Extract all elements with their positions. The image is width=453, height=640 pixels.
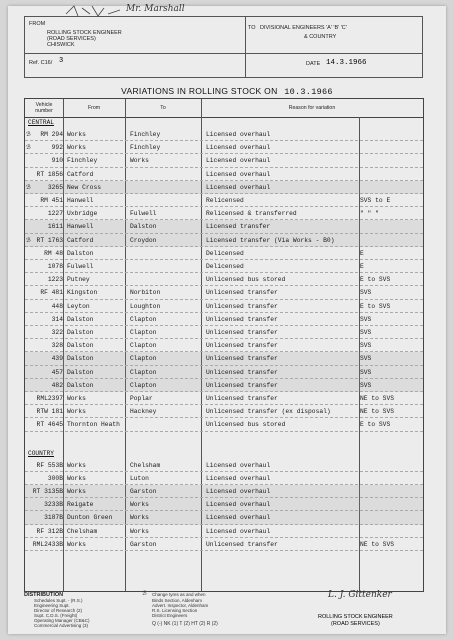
distribution-line: Director of Research (2)	[34, 608, 83, 613]
cell-mark: ℬ	[26, 144, 31, 152]
cell-reason: Unlicensed transfer	[206, 329, 278, 336]
cell-code: SVS	[360, 381, 372, 389]
cell-code: SVS	[360, 289, 372, 297]
cell-veh: RF 312B	[36, 527, 63, 535]
cell-reason: Unlicensed bus stored	[206, 421, 286, 429]
cell-from: Dalston	[67, 381, 94, 389]
to-box	[244, 16, 423, 78]
variations-table	[24, 98, 424, 592]
cell-veh: RT 4645	[36, 421, 63, 429]
cell-mark: ℬ	[26, 131, 31, 138]
cell-veh: 3265	[47, 183, 63, 191]
cell-reason: Licensed overhaul	[206, 474, 271, 482]
cell-reason: Licensed overhaul	[206, 501, 271, 509]
cell-code: E to SVS	[360, 302, 391, 310]
cell-mark: ℬ	[26, 236, 31, 244]
country-section-label: COUNTRY	[28, 449, 54, 457]
cell-reason: Unlicensed transfer	[206, 302, 278, 310]
cell-from: Hanwell	[67, 197, 94, 204]
cell-reason: Licensed overhaul	[206, 144, 271, 152]
cell-from: Thornton Heath	[67, 421, 120, 429]
cell-veh: 1223	[47, 276, 63, 284]
cell-from: Works	[67, 461, 86, 469]
page-title	[8, 86, 446, 97]
cell-code: E	[360, 263, 364, 270]
from-box	[24, 16, 246, 78]
note-mark: ℬ	[142, 591, 147, 597]
signature: L. J. Gittenker	[328, 590, 392, 600]
counts-line: Q (-) NK (1) T (2) HT (2) R (2)	[152, 621, 218, 627]
cell-from: Catford	[67, 170, 94, 178]
distribution-line: Commercial Advertising (3)	[34, 623, 89, 628]
cell-from: Uxbridge	[67, 210, 98, 218]
cell-from: Works	[67, 408, 86, 416]
cell-reason: Unlicensed transfer	[206, 315, 278, 323]
cell-from: Works	[67, 144, 86, 152]
cell-veh: 3187B	[44, 514, 63, 522]
cell-code: E	[360, 249, 364, 257]
cell-to: Works	[130, 157, 149, 165]
cell-to: Dalston	[130, 223, 157, 231]
cell-veh: 1611	[47, 223, 63, 231]
cell-from: Works	[67, 131, 86, 138]
from-line-1: ROLLING STOCK ENGINEER	[47, 30, 122, 36]
ref-label: Ref. C16/	[29, 60, 53, 66]
cell-reason: Delicensed	[206, 249, 244, 257]
stamp-line-2: (ROAD SERVICES)	[330, 620, 380, 627]
cell-to: Garston	[130, 488, 157, 495]
cell-reason: Licensed overhaul	[206, 527, 271, 535]
cell-code: SVS	[360, 329, 372, 336]
from-label: FROM	[29, 21, 46, 27]
to-divider	[244, 53, 422, 54]
note-line: District Engineers	[152, 613, 188, 618]
cell-from: Dalston	[67, 249, 94, 257]
cell-veh: RF 553B	[36, 461, 63, 469]
distribution-line: Engineering Supt.	[34, 603, 70, 608]
title-date: 10.3.1966	[284, 87, 333, 97]
cell-from: Works	[67, 395, 86, 402]
cell-from: Dalston	[67, 329, 94, 336]
col-reason: Reason for variation	[288, 105, 336, 111]
cell-to: Works	[130, 527, 149, 535]
cell-reason: Unlicensed transfer	[206, 342, 278, 350]
cell-code: NE to SVS	[360, 408, 395, 416]
from-divider	[25, 53, 245, 54]
cell-reason: Unlicensed transfer	[206, 395, 278, 402]
cell-to: Works	[130, 514, 149, 522]
cell-reason: Unlicensed transfer	[206, 381, 278, 389]
cell-from: Fulwell	[67, 263, 94, 270]
cell-from: Dalston	[67, 342, 94, 350]
cell-reason: Unlicensed bus stored	[206, 276, 286, 284]
cell-reason: Licensed overhaul	[206, 488, 271, 495]
cell-from: Leyton	[67, 302, 90, 310]
cell-veh: 328	[51, 342, 63, 350]
cell-from: Dalston	[67, 368, 94, 376]
cell-from: Works	[67, 488, 86, 495]
cell-reason: Unlicensed transfer (ex disposal)	[206, 408, 331, 416]
cell-reason: Relicensed & transferred	[206, 210, 297, 218]
cell-veh: RML2433B	[32, 540, 63, 548]
distribution-label: DISTRIBUTION	[24, 592, 64, 598]
note-line: Binds Section, Aldenham	[152, 598, 203, 603]
cell-from: Putney	[67, 276, 90, 284]
cell-code: SVS to E	[360, 197, 391, 204]
cell-veh: RTW 181	[36, 408, 63, 416]
cell-veh: 1227	[47, 210, 63, 218]
note-line: R.S. Licensing Section	[152, 608, 198, 613]
distribution-line: Schedules Supt. - (R.S.)	[34, 598, 83, 603]
cell-to: Works	[130, 501, 149, 509]
cell-from: Hanwell	[67, 223, 94, 231]
cell-to: Chelsham	[130, 461, 161, 469]
cell-to: Fulwell	[130, 210, 157, 218]
cell-veh: RM 48	[44, 249, 63, 257]
cell-to: Norbiton	[130, 289, 161, 297]
stamp-line-1: ROLLING STOCK ENGINEER	[318, 614, 393, 620]
cell-from: Kingston	[67, 289, 98, 297]
cell-veh: 910	[51, 157, 63, 165]
cell-code: SVS	[360, 315, 372, 323]
cell-to: Clapton	[130, 368, 157, 376]
table-header	[25, 99, 423, 118]
cell-veh: 322	[51, 329, 63, 336]
cell-code: SVS	[360, 368, 372, 376]
cell-veh: 314	[51, 315, 63, 323]
cell-veh: RML2397	[36, 395, 63, 402]
cell-reason: Licensed overhaul	[206, 514, 271, 522]
ref-value: 3	[59, 57, 64, 65]
cell-code: NE to SVS	[360, 540, 395, 548]
cell-veh: 300B	[47, 474, 63, 482]
cell-to: Finchley	[130, 131, 161, 138]
cell-reason: Licensed overhaul	[206, 170, 271, 178]
cell-code: SVS	[360, 355, 372, 363]
col-from: From	[87, 105, 101, 111]
cell-code: " " "	[360, 210, 379, 218]
cell-code: E to SVS	[360, 421, 391, 429]
cell-to: Clapton	[130, 355, 157, 363]
cell-code: E to SVS	[360, 276, 391, 284]
cell-from: Dalston	[67, 355, 94, 363]
document-sheet	[8, 6, 446, 634]
cell-mark: ℬ	[26, 183, 31, 191]
cell-reason: Licensed transfer (Via Works - B0)	[206, 236, 335, 244]
title-text: VARIATIONS IN ROLLING STOCK ON	[121, 86, 278, 96]
cell-to: Clapton	[130, 342, 157, 350]
cell-reason: Unlicensed transfer	[206, 289, 278, 297]
cell-from: Finchley	[67, 157, 98, 165]
cell-veh: 448	[51, 302, 63, 310]
cell-to: Finchley	[130, 144, 161, 152]
cell-to: Clapton	[130, 381, 157, 389]
cell-to: Luton	[130, 474, 149, 482]
col-vehicle-l1: Vehicle	[35, 102, 53, 108]
distribution-line: Supt. C.D.S. (Freight)	[34, 613, 78, 618]
cell-veh: RT 1763	[36, 236, 63, 244]
cell-reason: Unlicensed transfer	[206, 540, 278, 548]
cell-veh: 457	[51, 368, 63, 376]
cell-from: Reigate	[67, 501, 94, 509]
row-divider	[25, 550, 423, 551]
cell-reason: Unlicensed transfer	[206, 355, 278, 363]
handwritten-addressee: Mr. Marshall	[126, 4, 185, 14]
note-line: Change tyres as and when	[152, 592, 206, 597]
note-line: Advert. Inspector, Aldenham	[152, 603, 209, 608]
cell-to: Poplar	[130, 395, 153, 402]
date-value: 14.3.1966	[326, 59, 367, 67]
cell-to: Garston	[130, 540, 157, 548]
col-to: To	[160, 105, 166, 111]
handwritten-scribble	[64, 4, 124, 20]
cell-from: New Cross	[67, 183, 102, 191]
cell-reason: Licensed overhaul	[206, 157, 271, 165]
cell-to: Croydon	[130, 236, 157, 244]
cell-reason: Licensed transfer	[206, 223, 271, 231]
cell-veh: 482	[51, 381, 63, 389]
from-line-2: (ROAD SERVICES)	[47, 36, 96, 42]
cell-to: Loughton	[130, 302, 161, 310]
cell-to: Clapton	[130, 315, 157, 323]
central-section-label: CENTRAL	[28, 119, 54, 126]
cell-reason: Relicensed	[206, 197, 244, 204]
to-line-2: & COUNTRY	[304, 34, 337, 40]
cell-from: Chelsham	[67, 527, 98, 535]
cell-to: Hackney	[130, 408, 157, 416]
cell-reason: Licensed overhaul	[206, 183, 271, 191]
cell-from: Catford	[67, 236, 94, 244]
cell-to: Clapton	[130, 329, 157, 336]
cell-from: Works	[67, 540, 86, 548]
cell-veh: RT 1856	[36, 170, 63, 178]
cell-veh: RT 3135B	[32, 488, 63, 495]
from-line-3: CHISWICK	[47, 42, 75, 48]
to-label: TO	[248, 25, 256, 31]
col-vehicle-l2: number	[35, 108, 53, 114]
cell-from: Dunton Green	[67, 514, 113, 522]
distribution-line: Operating Manager (CB&C)	[34, 618, 90, 623]
cell-veh: RM 451	[40, 197, 63, 204]
cell-from: Dalston	[67, 315, 94, 323]
cell-veh: 3233B	[44, 501, 63, 509]
to-line-1: DIVISIONAL ENGINEERS 'A' 'B' 'C'	[260, 25, 347, 31]
cell-veh: 439	[51, 355, 63, 363]
cell-reason: Delicensed	[206, 263, 244, 270]
cell-from: Works	[67, 474, 86, 482]
issuer-stamp	[318, 600, 393, 627]
cell-veh: RM 294	[40, 131, 63, 138]
cell-code: SVS	[360, 342, 372, 350]
date-label: DATE	[306, 61, 321, 67]
cell-reason: Unlicensed transfer	[206, 368, 278, 376]
cell-veh: RF 481	[40, 289, 63, 297]
cell-code: NE to SVS	[360, 395, 395, 402]
cell-reason: Licensed overhaul	[206, 461, 271, 469]
cell-veh: 1078	[47, 263, 63, 270]
cell-veh: 992	[51, 144, 63, 152]
cell-reason: Licensed overhaul	[206, 131, 271, 138]
row-divider	[25, 431, 423, 432]
